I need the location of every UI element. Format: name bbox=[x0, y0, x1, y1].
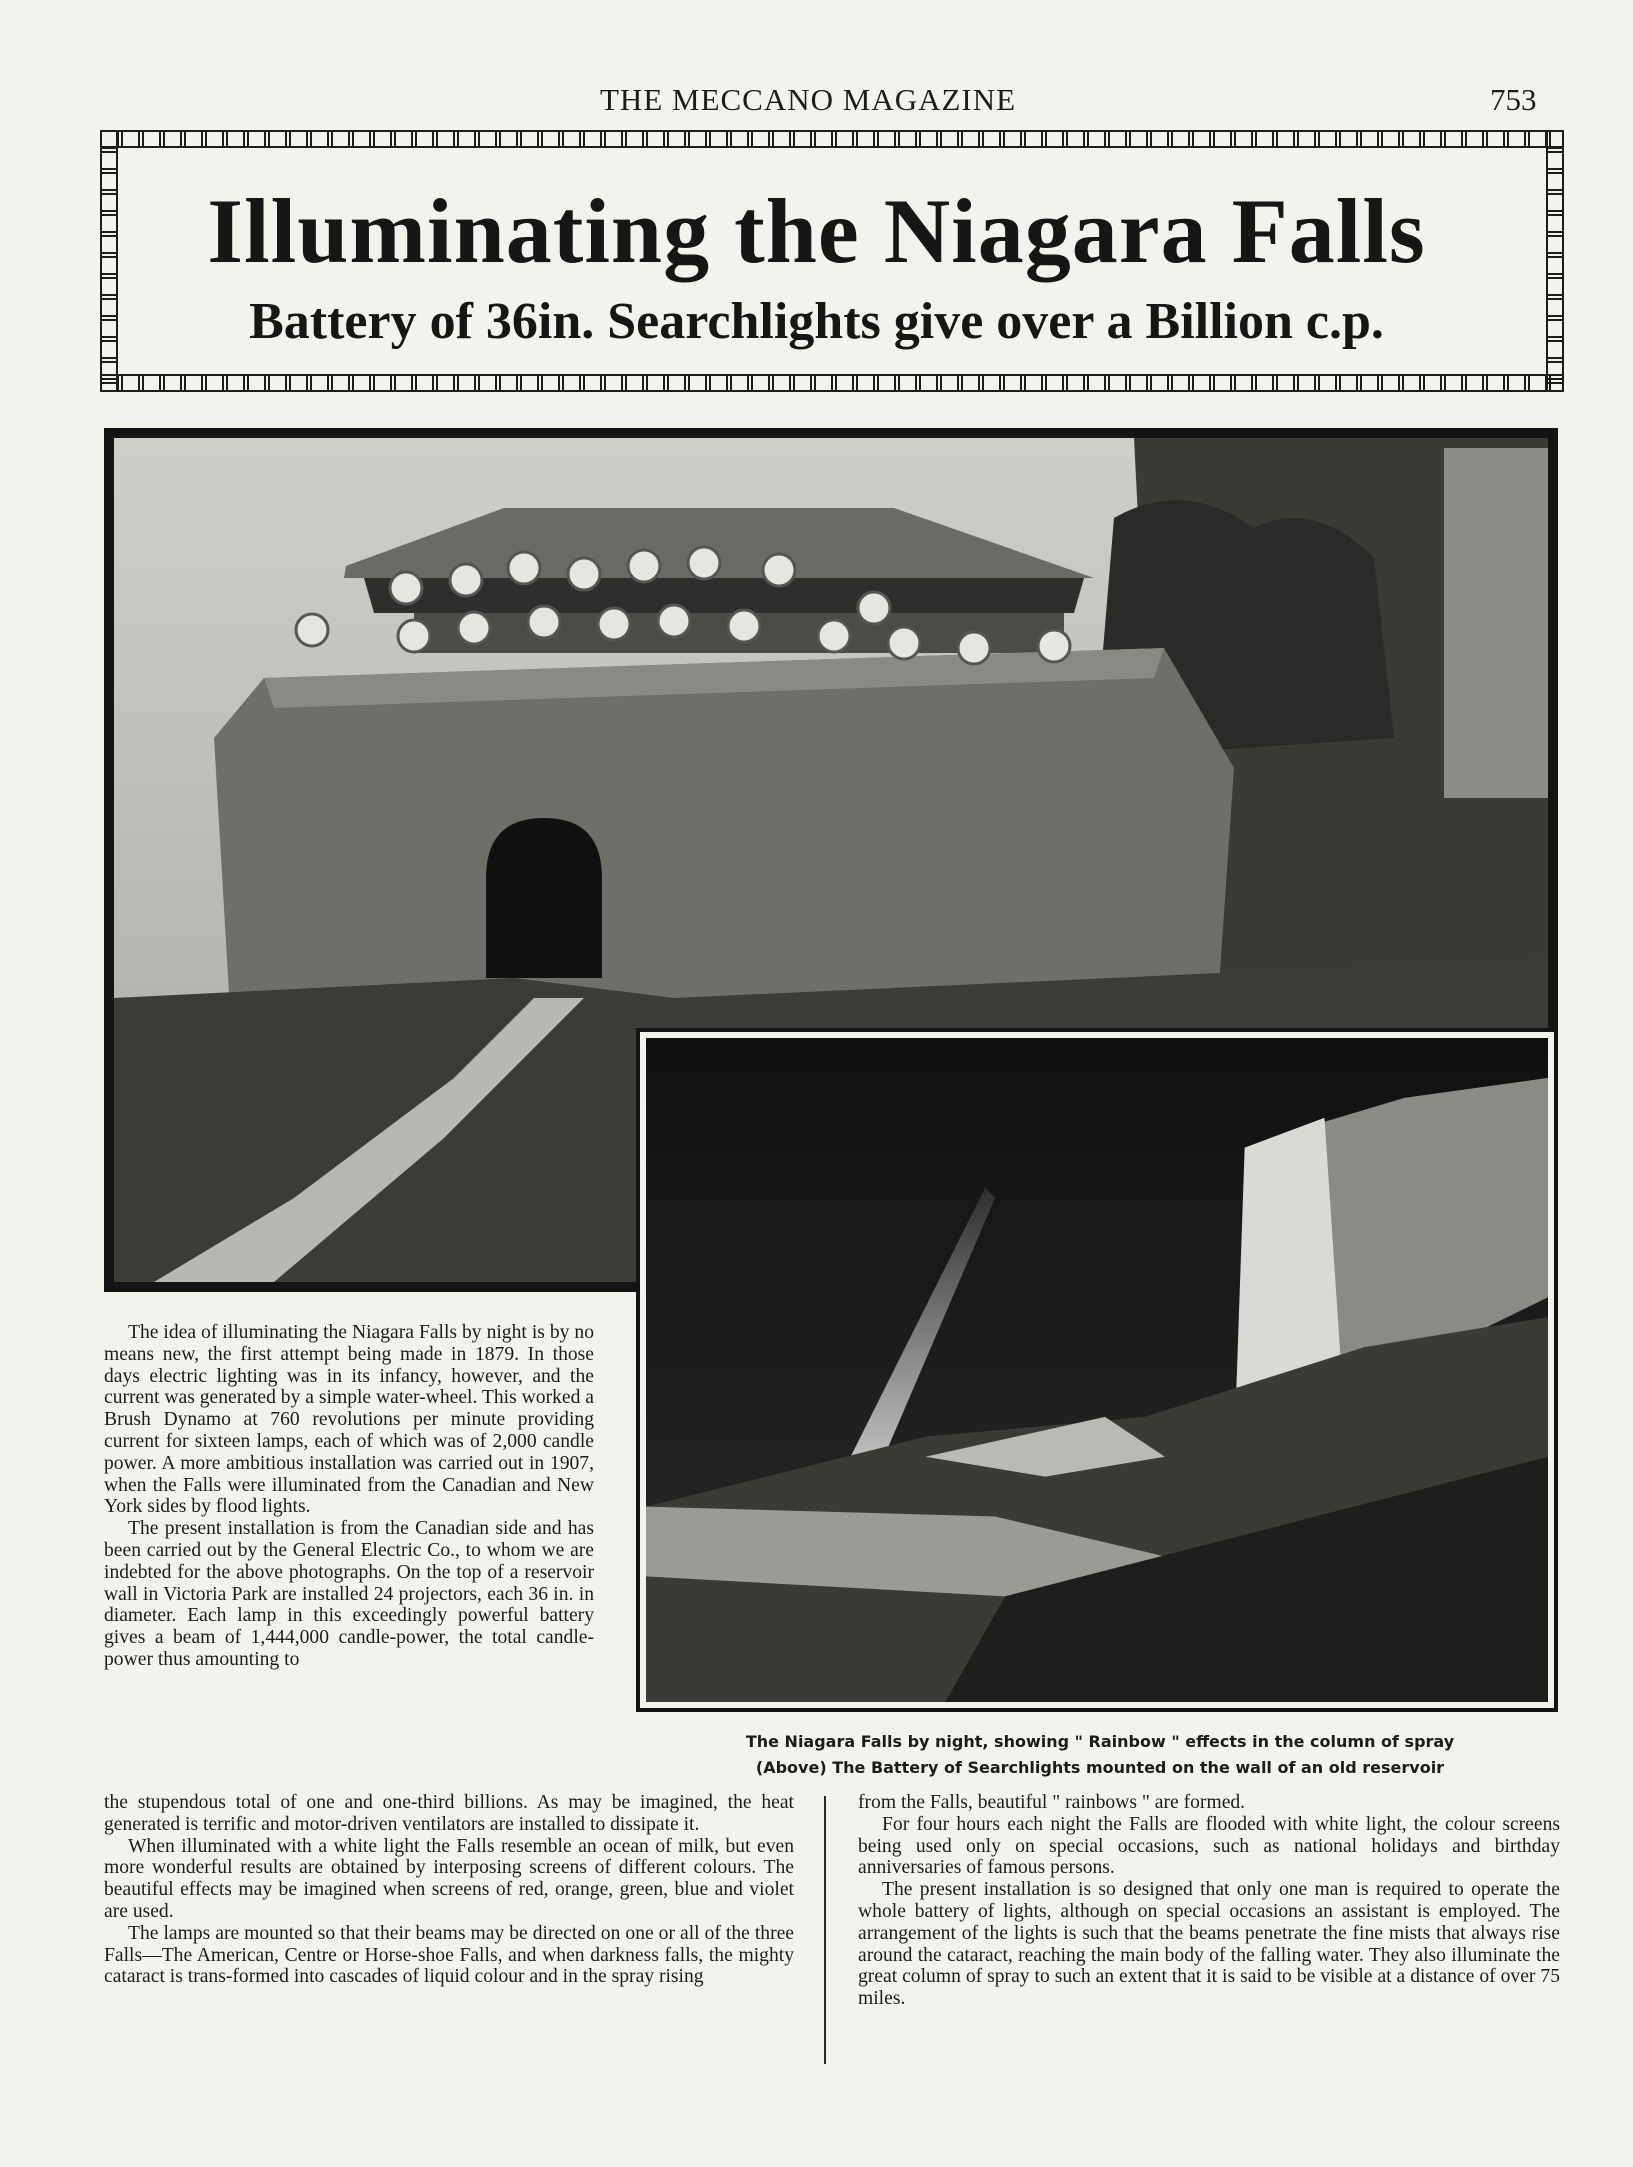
article-subtitle: Battery of 36in. Searchlights give over a Billion c.p. bbox=[249, 293, 1384, 350]
running-head bbox=[0, 82, 1633, 122]
article-paragraph-continued: the stupendous total of one and one-third billions. As may be imagined, the heat generated is terrific and motor-driven ventilators are installed to dissipate it. bbox=[104, 1792, 794, 1835]
article-column-left-bottom bbox=[104, 1792, 794, 1988]
article-paragraph: The present installation is so designed that only one man is required to operate the whole battery of lights, although on special occasions an assistant is employed. The arrangement of the lights is such that the beams penetrate the fine mists that always rise around the cataract, reaching the main body of the falling water. They also illuminate the great column of spray to such an extent that it is said to be visible at a distance of over 75 miles. bbox=[858, 1879, 1560, 2010]
article-paragraph: The idea of illuminating the Niagara Falls by night is by no means new, the first attempt being made in 1879. In those days electric lighting was in its infancy, however, and the current was generated by a simple water-wheel. This worked a Brush Dynamo at 760 revolutions per minute providing current for sixteen lamps, each of which was of 2,000 candle power. A more ambitious installation was carried out in 1907, when the Falls were illuminated from the Canadian and New York sides by flood lights. bbox=[104, 1322, 594, 1518]
article-paragraph: When illuminated with a white light the Falls resemble an ocean of milk, but even more wonderful results are obtained by interposing screens of different colours. The beautiful effects may be imagined when screens of red, orange, green, blue and violet are used. bbox=[104, 1835, 794, 1922]
article-paragraph: For four hours each night the Falls are flooded with white light, the colour screens being used only on special occasions, such as national holidays and birthday anniversaries of famous persons. bbox=[858, 1813, 1560, 1879]
battery-photo-caption: (Above) The Battery of Searchlights mounted on the wall of an old reservoir bbox=[755, 1758, 1445, 1777]
article-paragraph: The present installation is from the Canadian side and has been carried out by the General Electric Co., to whom we are indebted for the above photographs. On the top of a reservoir wall in Victoria Park are installed 24 projectors, each 36 in. in diameter. Each lamp in this exceedingly powerful battery gives a beam of 1,444,000 candle-power, the total candle-power thus amounting to bbox=[104, 1518, 594, 1670]
magazine-name: THE MECCANO MAGAZINE bbox=[600, 82, 1017, 117]
article-title: Illuminating the Niagara Falls bbox=[207, 180, 1426, 282]
night-photo-caption: The Niagara Falls by night, showing " Rainbow " effects in the column of spray bbox=[745, 1732, 1455, 1751]
title-border-top bbox=[100, 130, 1564, 148]
article-paragraph-continued: from the Falls, beautiful " rainbows " are formed. bbox=[858, 1792, 1246, 1813]
column-rule bbox=[824, 1796, 826, 2064]
article-column-left-top bbox=[104, 1322, 594, 1671]
page-number: 753 bbox=[1490, 82, 1537, 117]
niagara-night-photo bbox=[640, 1032, 1554, 1708]
article-paragraph: The lamps are mounted so that their beams may be directed on one or all of the three Falls—The American, Centre or Horse-shoe Falls, and when darkness falls, the mighty cataract is trans-formed into cascades of liquid colour and in the spray rising bbox=[104, 1922, 794, 1988]
title-border-bottom bbox=[100, 374, 1564, 392]
article-column-right bbox=[858, 1792, 1560, 2010]
